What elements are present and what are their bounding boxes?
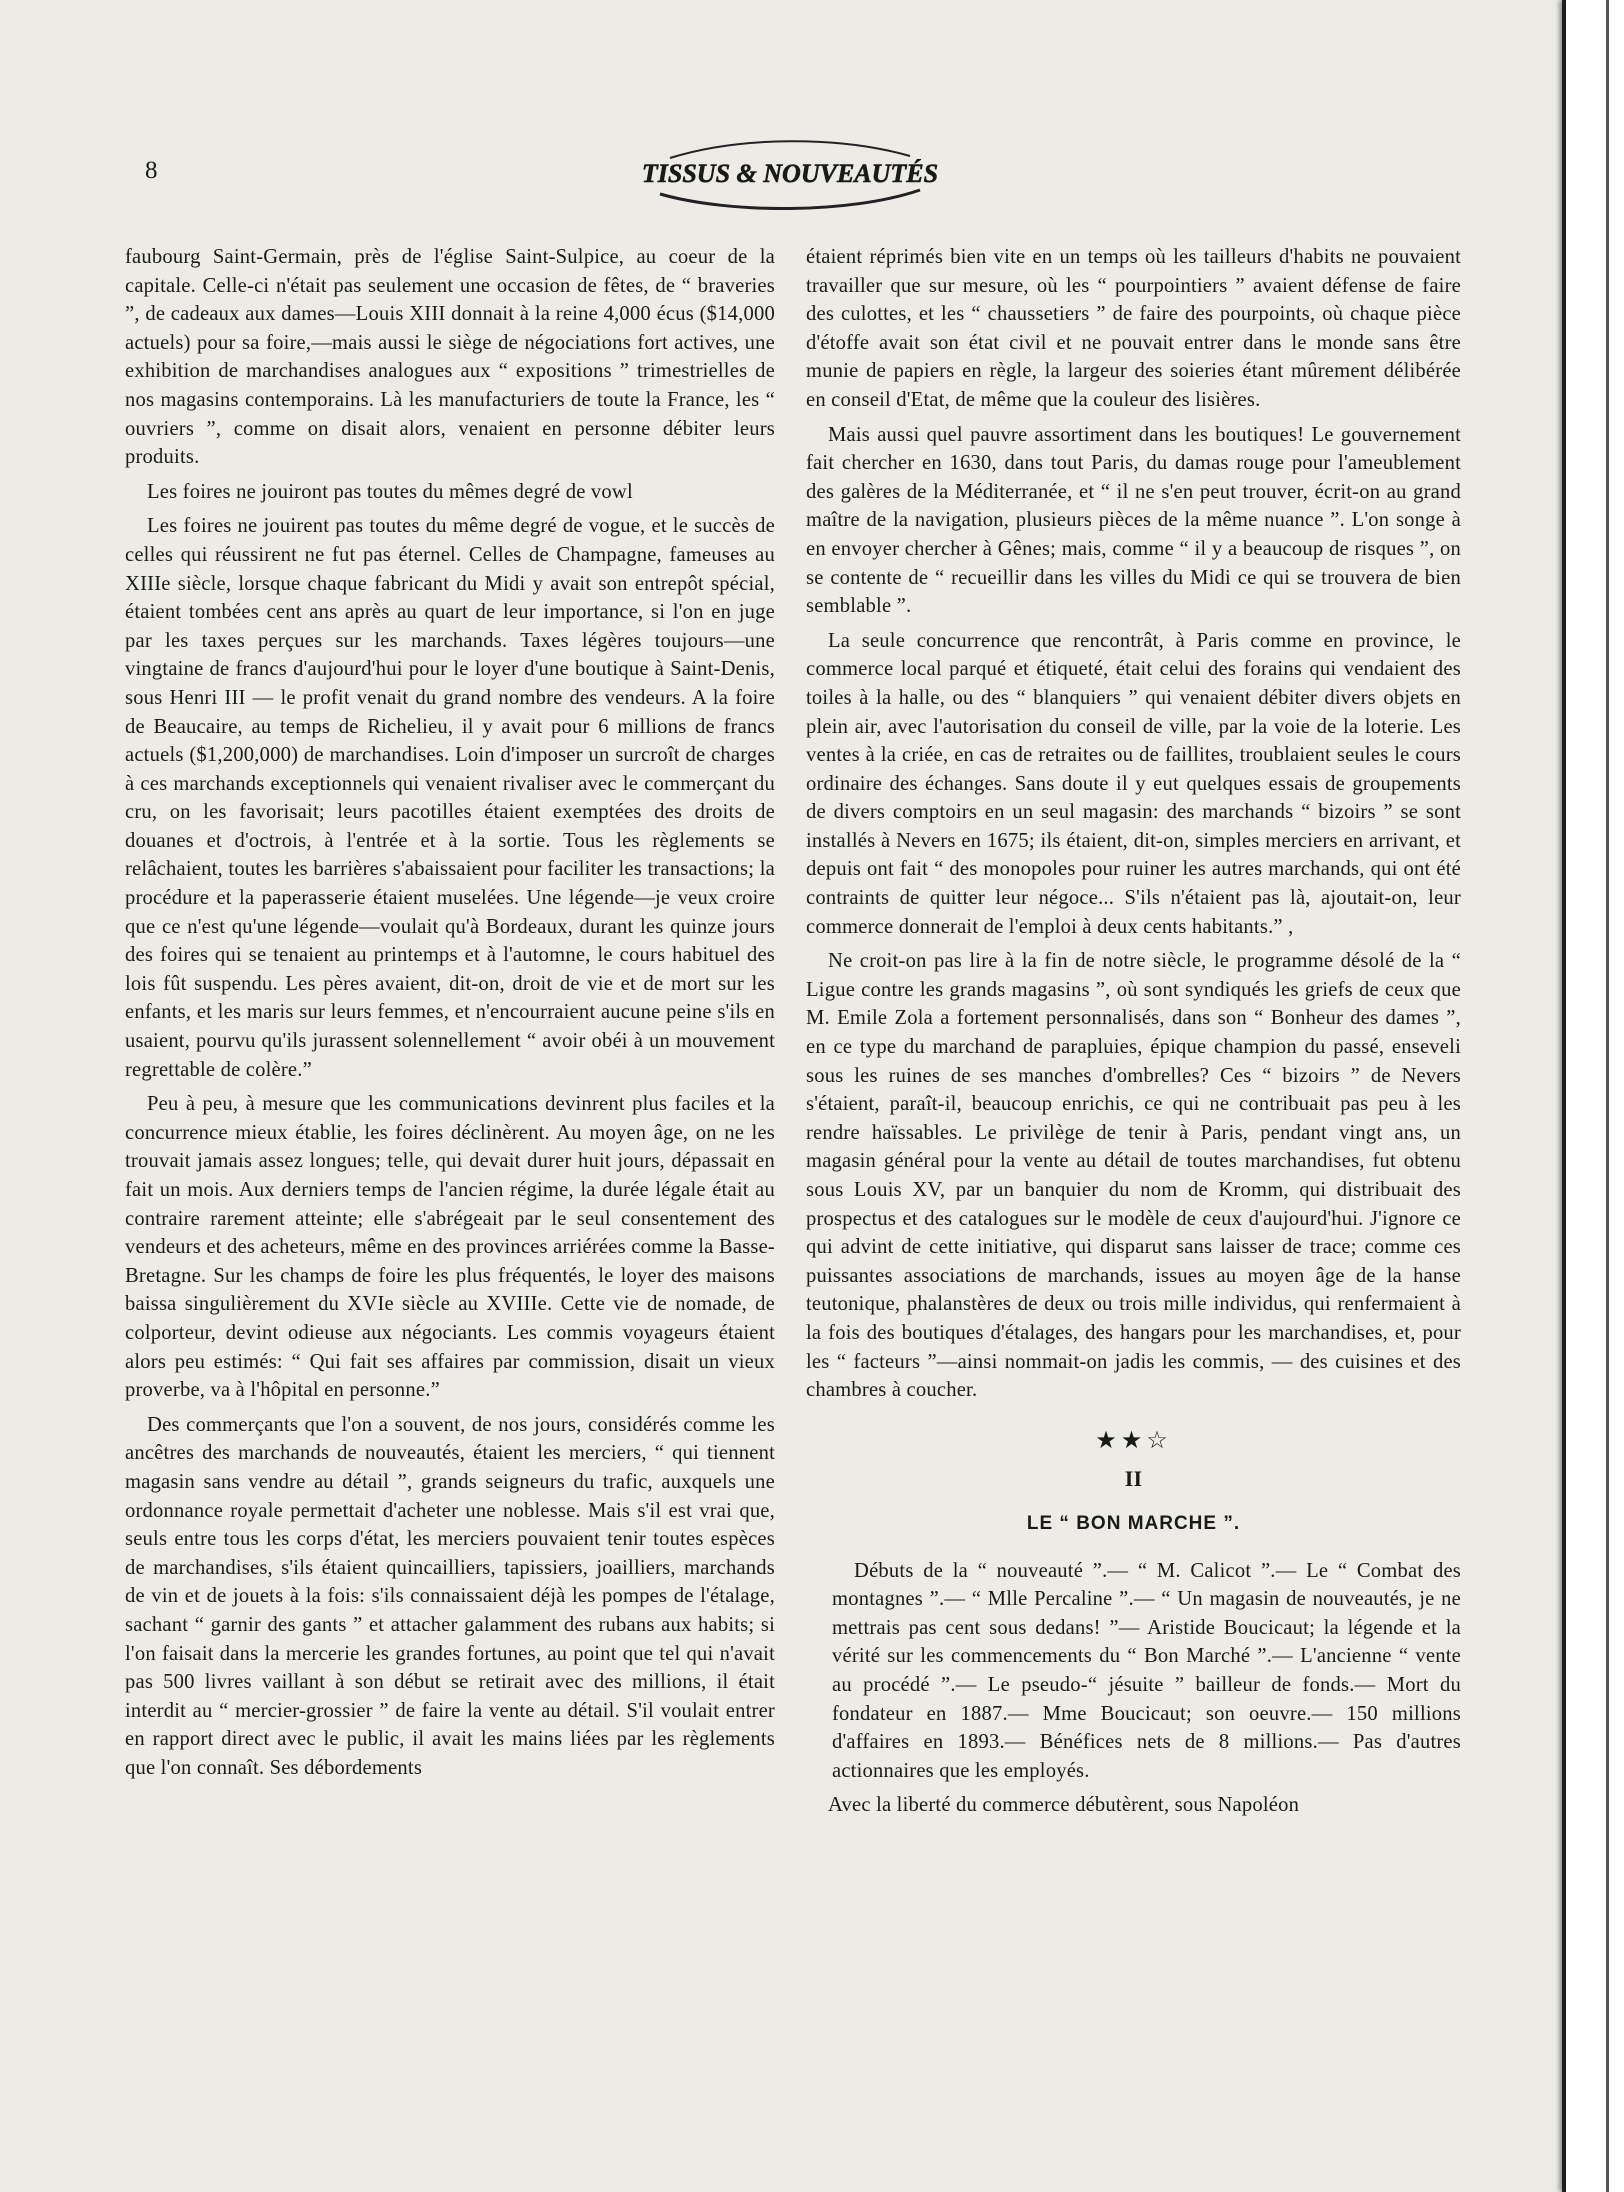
left-paragraph: Les foires ne jouiront pas toutes du mêmes degré de vowl	[147, 480, 633, 503]
right-paragraph-final: Avec la liberté du commerce débutèrent, sous Napoléon	[828, 1794, 1300, 1817]
section-summary: Débuts de la “ nouveauté ”.— “ M. Calicot ”.— Le “ Combat des montagnes ”.— “ Mlle Percaline ”.— “ Un magasin de nouveautés, je ne mettrais pas cent sous dedans! ”— Aristide Boucicaut; la légende et la vérité sur les commencements du “ Bon Marché ”.— L'ancienne “ vente au procédé ”.— Le pseudo-“ jésuite ” bailleur de fonds.— Mort du fondateur en 1887.— Mme Boucicaut; son oeuvre.— 150 millions d'affaires en 1893.— Bénéfices nets de 8 millions.— Pas d'autres actionnaires que les employés.	[832, 1559, 1461, 1782]
page-edge-line	[1606, 0, 1609, 2192]
left-paragraph: Des commerçants que l'on a souvent, de nos jours, considérés comme les ancêtres des marchands de nouveautés, étaient les merciers, “ qui tiennent magasin sans vendre au détail ”, grands seigneurs du trafic, auxquels une ordonnance royale permettait d'acheter une noblesse. Mais s'il est vrai que, seuls entre tous les corps d'état, les merciers pouvaient tenir toutes espèces de marchandises, s'ils étaient quincailliers, tapissiers, joailliers, marchands de vin et de jouets à la fois: s'ils connaissaient déjà les pompes de l'étalage, sachant “ garnir des gants ” et attacher galamment des rubans aux habits; si l'on faisait dans la mercerie les grandes fortunes, au point que tel qui n'avait pas 500 livres vaillant à son début se retirait avec des millions, il était interdit au “ mercier-grossier ” de faire la vente au détail. S'il voulait entrer en rapport direct avec le public, il avait les mains liées par les règlements que l'on connaît. Ses débordements	[125, 1413, 775, 1779]
masthead-text: TISSUS & NOUVEAUTÉS	[641, 159, 939, 188]
right-paragraph: étaient réprimés bien vite en un temps où les tailleurs d'habits ne pouvaient travailler que sur mesure, où les “ pourpointiers ” avaient défense de faire des culottes, et les “ chaussetiers ” de faire des pourpoints, où chaque pièce d'étoffe avait son état civil et ne pouvait entrer dans le monde sans être munie de papiers en règle, la largeur des soieries étant mûrement délibérée en conseil d'Etat, de même que la couleur des lisières.	[806, 246, 1461, 411]
page-number: 8	[145, 157, 158, 184]
left-column	[125, 243, 775, 1788]
masthead-overline-swash	[670, 141, 910, 158]
right-paragraph: Mais aussi quel pauvre assortiment dans les boutiques! Le gouvernement fait chercher en 1630, dans tout Paris, du damas rouge pour l'ameublement des galères de la Méditerranée, et “ il ne s'en peut trouver, écrit-on au grand maître de la navigation, plusieurs pièces de la même nuance ”. L'on songe à en envoyer chercher à Gênes; mais, comme “ il y a beaucoup de risques ”, on se contente de “ recueillir dans les villes du Midi ce qui se trouvera de bien semblable ”.	[806, 423, 1461, 618]
masthead-logo	[640, 130, 940, 210]
left-paragraph: Les foires ne jouirent pas toutes du même degré de vogue, et le succès de celles qui réussirent ne fut pas éternel. Celles de Champagne, fameuses au XIIIe siècle, lorsque chaque fabricant du Midi y avait son entrepôt spécial, étaient tombées cent ans après au quart de leur importance, si l'on en juge par les taxes perçues sur les marchands. Taxes légères toujours—une vingtaine de francs d'aujourd'hui pour le loyer d'une boutique à Saint-Denis, sous Henri III — le profit venait du grand nombre des vendeurs. A la foire de Beaucaire, au temps de Richelieu, il y avait pour 6 millions de francs actuels ($1,200,000) de marchandises. Loin d'imposer un surcroît de charges à ces marchands exceptionnels qui venaient rivaliser avec le commerçant du cru, on les favorisait; leurs pacotilles étaient exemptées des droits de douanes et d'octrois, à l'entrée et à la sortie. Tous les règlements se relâchaient, toutes les barrières s'abaissaient pour faciliter les transactions; la procédure et la paperasserie étaient muselées. Une légende—je veux croire que ce n'est qu'une légende—voulait qu'à Bordeaux, durant les quinze jours des foires qui se tenaient au printemps et à l'automne, le cours habituel des lois fût suspendu. Les pères avaient, dit-on, droit de vie et de mort sur les enfants, et les maris sur leurs femmes, et n'encourraient aucune peine s'ils en usaient, pourvu qu'ils jurassent solennellement “ avoir obéi à un mouvement regrettable de colère.”	[125, 515, 775, 1081]
section-title: LE “ BON MARCHE ”.	[1026, 1512, 1241, 1534]
right-paragraph: Ne croit-on pas lire à la fin de notre siècle, le programme désolé de la “ Ligue contre les grands magasins ”, où sont syndiqués les griefs de ceux que M. Emile Zola a fortement personnalisés, dans son “ Bonheur des dames ”, en ce type du marchand de parapluies, épique champion du passé, enseveli sous les ruines de ses manches d'ombrelles? Ces “ bizoirs ” de Nevers s'étaient, paraît-il, beaucoup enrichis, ce qui ne contribuait pas peu à les rendre haïssables. Le privilège de tenir à Paris, pendant vingt ans, un magasin général pour la vente au détail de toutes marchandises, fut obtenu sous Louis XV, par un banquier du nom de Kromm, qui distribuait des prospectus et des catalogues sur le modèle de ceux d'aujourd'hui. J'ignore ce qui advint de cette initiative, qui disparut sans laisser de trace; comme ces puissantes associations de marchands, issues au moyen âge de la hanse teutonique, phalanstères de deux ou trois mille individus, qui renfermaient à la fois des boutiques d'étalages, des hangars pour les marchandises, et, pour les “ facteurs ”—ainsi nommait-on jadis les commis, — des cuisines et des chambres à coucher.	[806, 950, 1461, 1402]
section-stars-ornament: ★★☆	[1095, 1427, 1172, 1454]
left-paragraph: Peu à peu, à mesure que les communications devinrent plus faciles et la concurrence mieux établie, les foires déclinèrent. Au moyen âge, on ne les trouvait jamais assez longues; telle, qui devait durer huit jours, dépassait en fait un mois. Aux derniers temps de l'ancien régime, la durée légale était au contraire rarement atteinte; elle s'abrégeait par le seul consentement des vendeurs et des acheteurs, même en des provinces arriérées comme la Basse-Bretagne. Sur les champs de foire les plus fréquentés, le loyer des maisons baissa singulièrement du XVIe siècle au XVIIIe. Cette vie de nomade, de colporteur, devint odieuse aux négociants. Les commis voyageurs étaient alors peu estimés: “ Qui fait ses affaires par commission, disait un vieux proverbe, va à l'hôpital en personne.”	[125, 1093, 775, 1402]
right-column	[806, 243, 1461, 1826]
page-edge	[1562, 0, 1624, 2192]
masthead-underline-swash	[660, 190, 920, 209]
left-paragraph: faubourg Saint-Germain, près de l'église Saint-Sulpice, au coeur de la capitale. Celle-ci n'était pas seulement une occasion de fêtes, de “ braveries ”, de cadeaux aux dames—Louis XIII donnait à la reine 4,000 écus ($14,000 actuels) pour sa foire,—mais aussi le siège de négociations fort actives, une exhibition de marchandises analogues aux “ expositions ” trimestrielles de nos magasins contemporains. Là les manufacturiers de toute la France, les “ ouvriers ”, comme on disait alors, venaient en personne débiter leurs produits.	[125, 246, 775, 469]
section-number: II	[1124, 1466, 1143, 1492]
right-paragraph: La seule concurrence que rencontrât, à Paris comme en province, le commerce local parqué et étiqueté, était celui des forains qui vendaient des toiles à la halle, ou des “ blanquiers ” qui venaient débiter divers objets en plein air, avec l'autorisation du conseil de ville, par la voie de la loterie. Les ventes à la criée, en cas de retraites ou de faillites, troublaient seules le cours ordinaire des échanges. Sans doute il y eut quelques essais de groupements de divers comptoirs en un seul magasin: des marchands “ bizoirs ” se sont installés à Nevers en 1675; ils étaient, dit-on, simples merciers en arrivant, et depuis ont fait “ des monopoles pour ruiner les autres marchands, qui ont été contraints de quitter leur négoce... S'ils n'étaient pas là, ajoutait-on, leur commerce donnerait de l'emploi à deux cents habitants.” ,	[806, 629, 1461, 938]
